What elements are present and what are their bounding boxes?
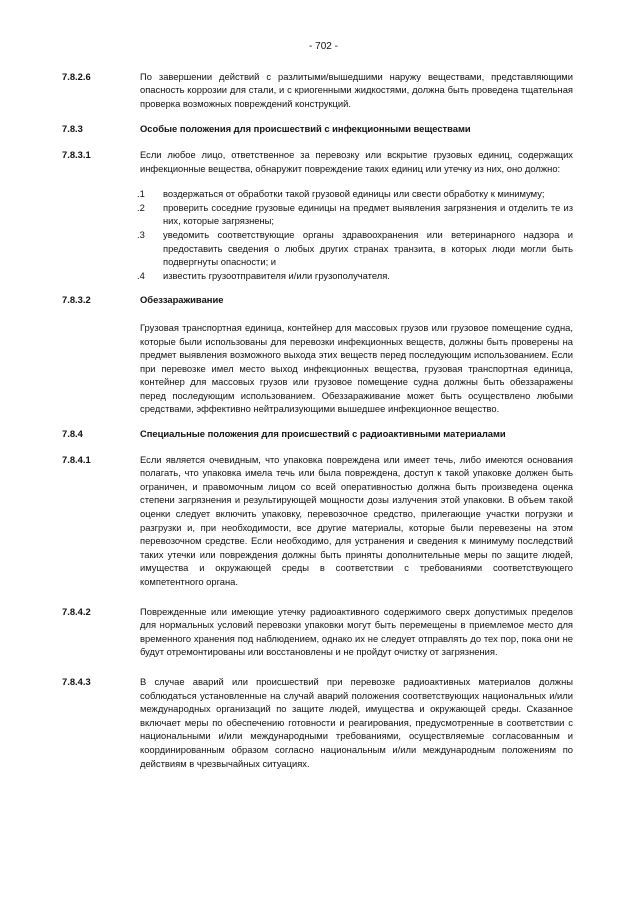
section-7-8-2-6 — [62, 70, 573, 111]
item-list — [137, 187, 573, 282]
list-item-text: воздержаться от обработки такой грузовой единицы или свести обработку к минимуму; — [163, 188, 545, 200]
section-7-8-3-1 — [62, 148, 573, 175]
section-number: 7.8.3.2 — [62, 294, 91, 306]
list-item-text: известить грузоотправителя и/или грузополучателя. — [163, 269, 390, 281]
section-number: 7.8.2.6 — [62, 70, 91, 82]
list-item-number: .4 — [137, 269, 145, 281]
section-7-8-3 — [62, 122, 573, 136]
page-number: - 702 - — [309, 41, 338, 52]
list-item — [137, 228, 573, 269]
section-number: 7.8.4 — [62, 428, 83, 440]
section-heading: Особые положения для происшествий с инфекционными веществами — [140, 123, 471, 135]
section-7-8-4-2 — [62, 605, 573, 659]
section-number: 7.8.3.1 — [62, 148, 91, 160]
section-text: Если является очевидным, что упаковка повреждена или имеет течь, либо имеются основания полагать, что упаковка имела течь или была повреждена, доступ к такой упаковке должен быть ограничен, и правомочным лицом со всей оперативностью должна быть произведена оценка степени загрязнения и результирующей мощности дозы излучения этой упаковки. В объем такой оценки следует включить упаковку, перевозочное средство, прилегающие участки погрузки и разгрузки и, при необходимости, все другие материалы, которые были перевезены на этом перевозочном средстве. Если необходимо, для устранения и сведения к минимуму последствий таких утечки или повреждения должны быть приняты дополнительные меры по защите людей, имущества и окружающей среды в соответствии с требованиями соответствующего компетентного органа. — [140, 453, 573, 587]
list-item — [137, 269, 573, 283]
section-number: 7.8.4.1 — [62, 453, 91, 465]
list-item-number: .1 — [137, 188, 145, 200]
list-item — [137, 187, 573, 201]
section-heading: Специальные положения для происшествий с радиоактивными материалами — [140, 428, 506, 440]
section-text: По завершении действий с разлитыми/вышедшими наружу веществами, представляющими опасность коррозии для стали, и с криогенными жидкостями, должна быть проведена тщательная проверка возможных повреждений конструкций. — [140, 70, 573, 109]
section-heading: Обеззараживание — [140, 294, 224, 306]
list-item-number: .3 — [137, 228, 145, 240]
section-text: Поврежденные или имеющие утечку радиоактивного содержимого сверх допустимых пределов для нормальных условий перевозки упаковки могут быть перемещены в приемлемое место для временного хранения под наблюдением, однако их не следует отправлять до тех пор, пока они не будут отремонтированы или восстановлены и не пройдут очистку от загрязнения. — [140, 605, 573, 658]
section-number: 7.8.4.3 — [62, 675, 91, 687]
section-7-8-4 — [62, 427, 573, 441]
section-number: 7.8.3 — [62, 123, 83, 135]
section-7-8-4-1 — [62, 453, 573, 589]
section-text: Если любое лицо, ответственное за перевозку или вскрытие грузовых единиц, содержащих инфекционные вещества, обнаружит повреждение таких единиц или утечку из них, оно должно: — [140, 148, 573, 174]
section-text: В случае аварий или происшествий при перевозке радиоактивных материалов должны соблюдаться установленные на случай аварий положения соответствующих национальных и/или международных организаций по защите людей, имущества и окружающей среды. Сказанное включает меры по обеспечению готовности и реагирования, предусмотренные в соответствии с национальными и/или международными требованиями, осуществляемые согласованным и координированным образом согласно национальным и/или международным положениям по действиям в чрезвычайных ситуациях. — [140, 675, 573, 769]
section-7-8-4-3 — [62, 675, 573, 770]
section-text: Грузовая транспортная единица, контейнер для массовых грузов или грузовое помещение судна, которые были использованы для перевозки инфекционных веществ, должны быть проверены на предмет выявления возможного выхода этих веществ перед последующим использованием. Если при перевозке имел место выход инфекционных вещества, грузовая транспортная единица, контейнер для массовых грузов или грузовое помещение судна должны быть обеззаражены перед последующим использованием. Обеззараживание может быть осуществлено любыми средствами, эффективно нейтрализующими вышедшее инфекционное вещество. — [140, 321, 573, 415]
section-number: 7.8.4.2 — [62, 605, 91, 617]
section-7-8-3-2 — [62, 293, 573, 307]
list-item-text: проверить соседние грузовые единицы на предмет выявления загрязнения и отделить те из них, которые загрязнены; — [163, 201, 573, 227]
list-item-text: уведомить соответствующие органы здравоохранения или ветеринарного надзора и предоставить сведения о любых других странах транзита, в которых люди могли быть подвергнуты опасности; и — [163, 228, 573, 268]
list-item — [137, 201, 573, 228]
list-item-number: .2 — [137, 201, 145, 213]
